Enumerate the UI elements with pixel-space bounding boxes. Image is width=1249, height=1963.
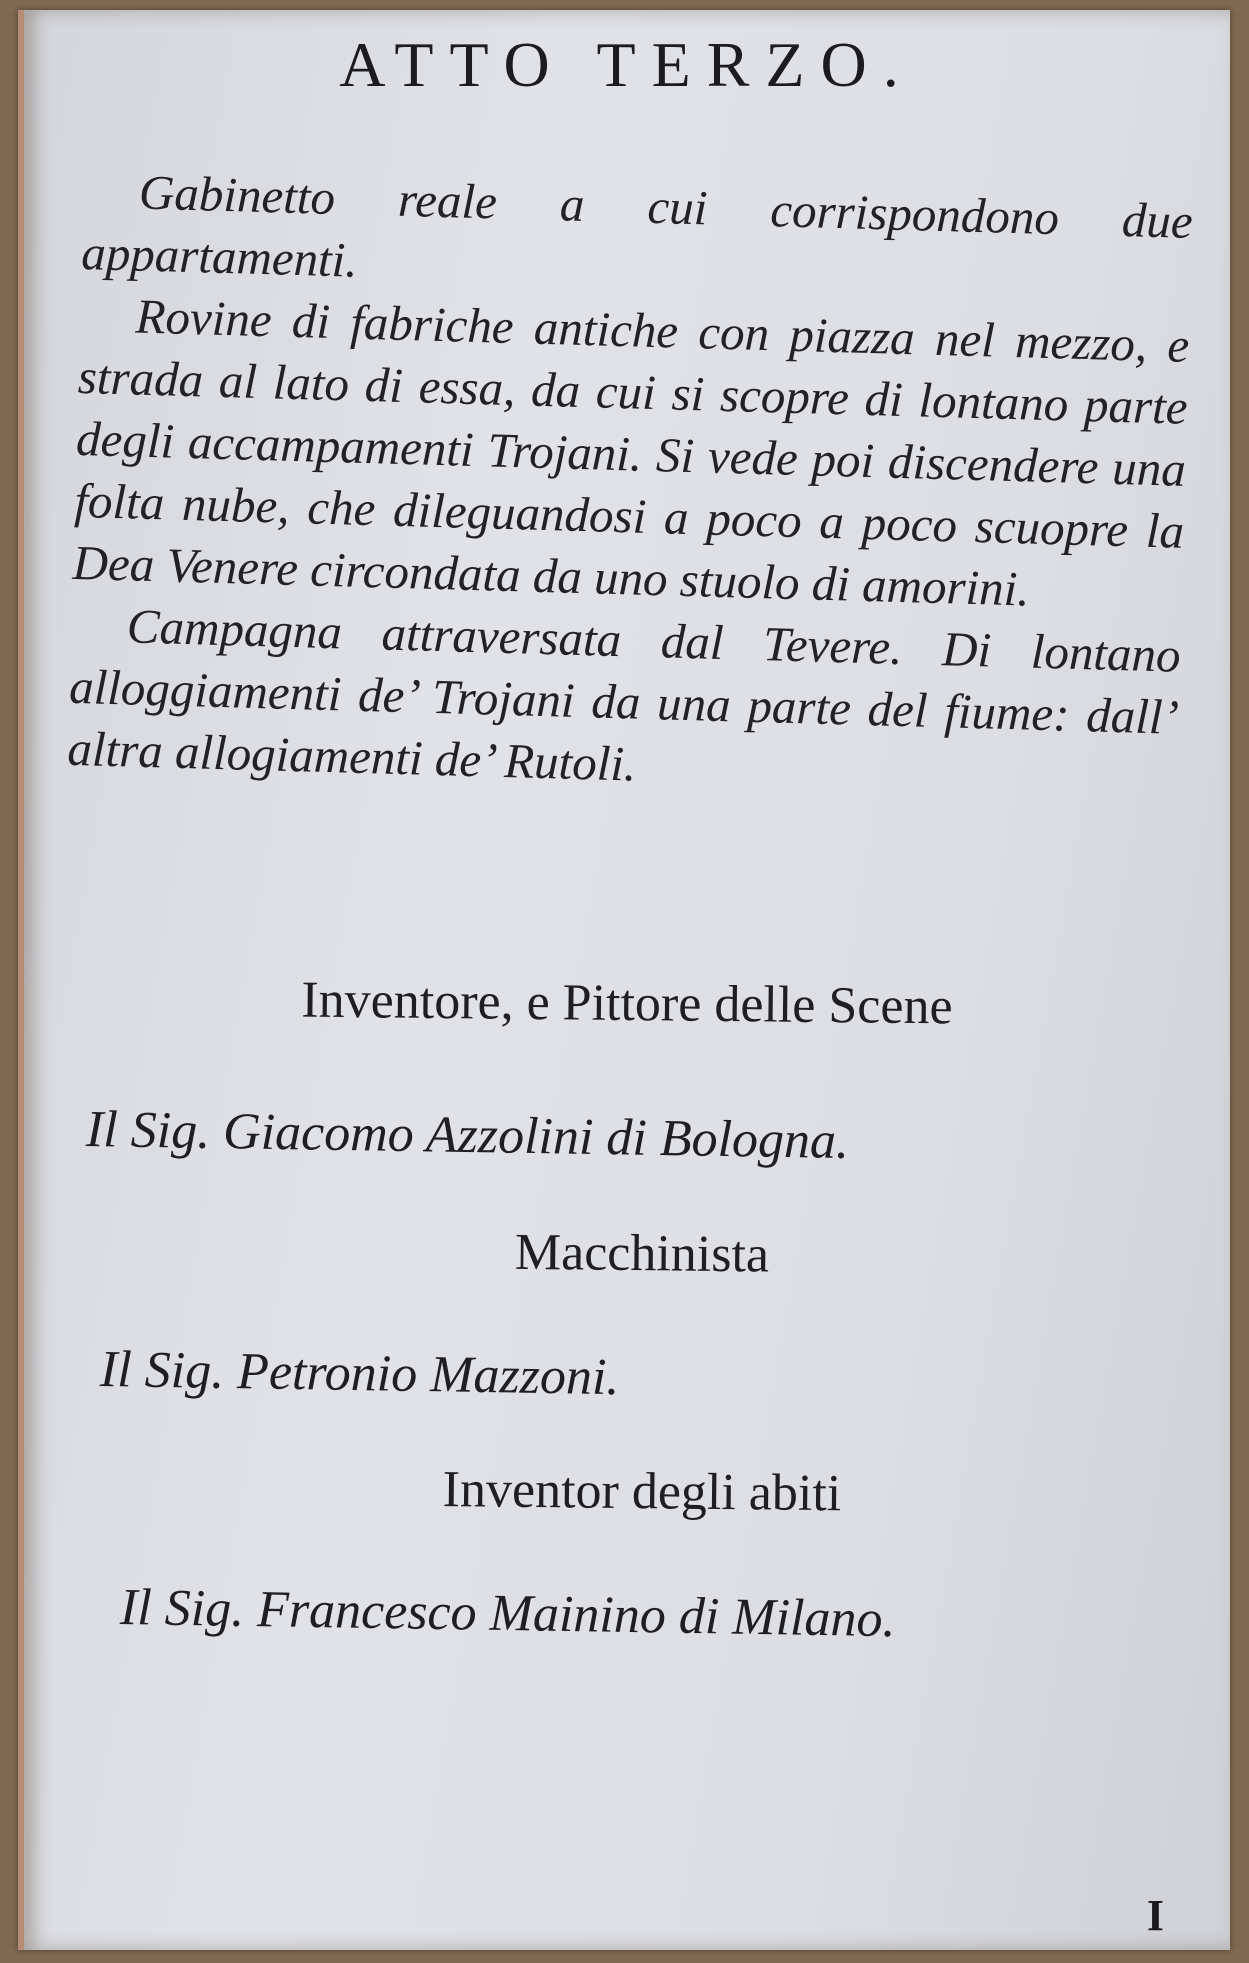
book-page xyxy=(18,10,1230,1950)
scene-descriptions xyxy=(67,160,1194,811)
credit-role-costume-designer: Inventor degli abiti xyxy=(442,1461,842,1523)
scene-paragraph-3: Campagna attraversata dal Tevere. Di lontano alloggiamenti de’ Trojani da una parte del fiume: dall’ altra allogiamenti de’ Rutoli. xyxy=(66,598,1182,792)
signature-mark: I xyxy=(1146,1891,1164,1940)
credit-role-machinist: Macchinista xyxy=(514,1223,770,1284)
running-head: ATTO TERZO. xyxy=(339,29,915,100)
credit-name-machinist: Il Sig. Petronio Mazzoni. xyxy=(99,1341,620,1407)
scene-paragraph-1: Gabinetto reale a cui corrispondono due appartamenti. xyxy=(80,164,1194,288)
credit-role-scene-painter: Inventore, e Pittore delle Scene xyxy=(301,971,953,1036)
credit-name-costume-designer: Il Sig. Francesco Mainino di Milano. xyxy=(119,1579,896,1649)
credit-name-scene-painter: Il Sig. Giacomo Azzolini di Bologna. xyxy=(85,1101,850,1170)
scene-paragraph-2: Rovine di fabriche antiche con piazza nel mezzo, e strada al lato di essa, da cui si scopre di lontano parte degli accampamenti Trojani. Si vede poi discendere una folta nube, che dileguandosi a poco a poco scuopre la Dea Venere circondata da uno stuolo di amorini. xyxy=(71,288,1191,617)
